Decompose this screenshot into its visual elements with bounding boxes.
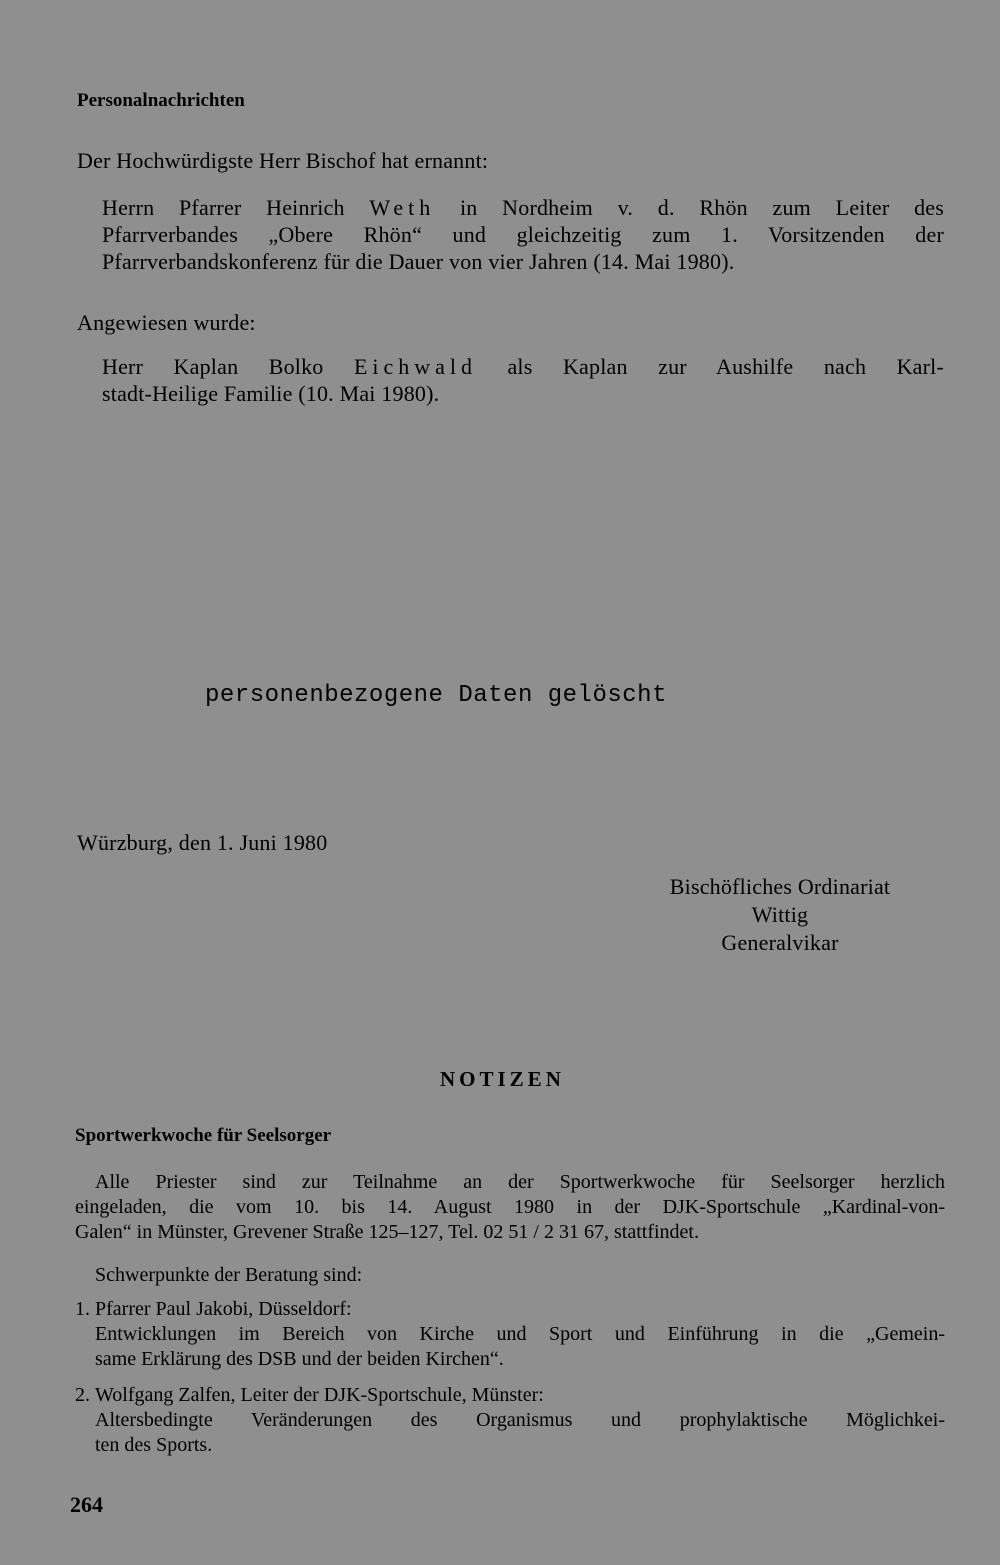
place-date: Würzburg, den 1. Juni 1980: [77, 830, 328, 855]
appointment-pre: Herrn Pfarrer Heinrich: [102, 195, 345, 220]
para-line-2: eingeladen, die vom 10. bis 14. August 1980 in der DJK-Sportschule „Kardinal-von-: [75, 1196, 945, 1218]
para-line-1: Alle Priester sind zur Teilnahme an der Sportwerkwoche für Seelsorger herzlich: [95, 1171, 945, 1193]
focus-label: Schwerpunkte der Beratung sind:: [95, 1264, 363, 1286]
assignment-name: Eichwald: [353, 354, 478, 379]
redaction-notice: personenbezogene Daten gelöscht: [205, 682, 667, 709]
item-2-line-2: ten des Sports.: [95, 1434, 213, 1456]
appointment-name: Weth: [369, 195, 436, 220]
signoff-title: Generalvikar: [721, 930, 839, 955]
assignment-pre: Herr Kaplan Bolko: [102, 354, 324, 379]
item-2-number: 2.: [75, 1384, 90, 1406]
appointment-post: in Nordheim v. d. Rhön zum Leiter des: [459, 195, 945, 220]
assignment-line-2: stadt-Heilige Familie (10. Mai 1980).: [102, 381, 440, 406]
intro-line: Der Hochwürdigste Herr Bischof hat ernannt:: [77, 148, 489, 173]
item-2-speaker: Wolfgang Zalfen, Leiter der DJK-Sportschule, Münster:: [95, 1384, 544, 1406]
notizen-subheading: Sportwerkwoche für Seelsorger: [75, 1125, 332, 1146]
item-1-line-2: same Erklärung des DSB und der beiden Kirchen“.: [95, 1348, 504, 1370]
item-2-line-1: Altersbedingte Veränderungen des Organismus und prophylaktische Möglichkei-: [95, 1409, 945, 1431]
appointment-line-3: Pfarrverbandskonferenz für die Dauer von vier Jahren (14. Mai 1980).: [102, 249, 735, 274]
page-number: 264: [70, 1492, 103, 1517]
item-1-speaker: Pfarrer Paul Jakobi, Düsseldorf:: [95, 1298, 352, 1320]
signoff-office: Bischöfliches Ordinariat: [669, 874, 891, 899]
notizen-heading: NOTIZEN: [440, 1067, 565, 1091]
assigned-label: Angewiesen wurde:: [77, 310, 256, 335]
assignment-post: als Kaplan zur Aushilfe nach Karl-: [507, 354, 944, 379]
appointment-line-2: Pfarrverbandes „Obere Rhön“ und gleichzeitig zum 1. Vorsitzenden der: [102, 222, 944, 247]
assignment-line-1: [102, 354, 944, 380]
appointment-line-1: [102, 195, 944, 221]
signoff-name: Wittig: [751, 902, 809, 927]
para-line-3: Galen“ in Münster, Grevener Straße 125–127, Tel. 02 51 / 2 31 67, stattfindet.: [75, 1221, 699, 1243]
item-1-number: 1.: [75, 1298, 90, 1320]
item-1-line-1: Entwicklungen im Bereich von Kirche und Sport und Einführung in die „Gemein-: [95, 1323, 945, 1345]
section-heading-personal: Personalnachrichten: [77, 90, 245, 111]
